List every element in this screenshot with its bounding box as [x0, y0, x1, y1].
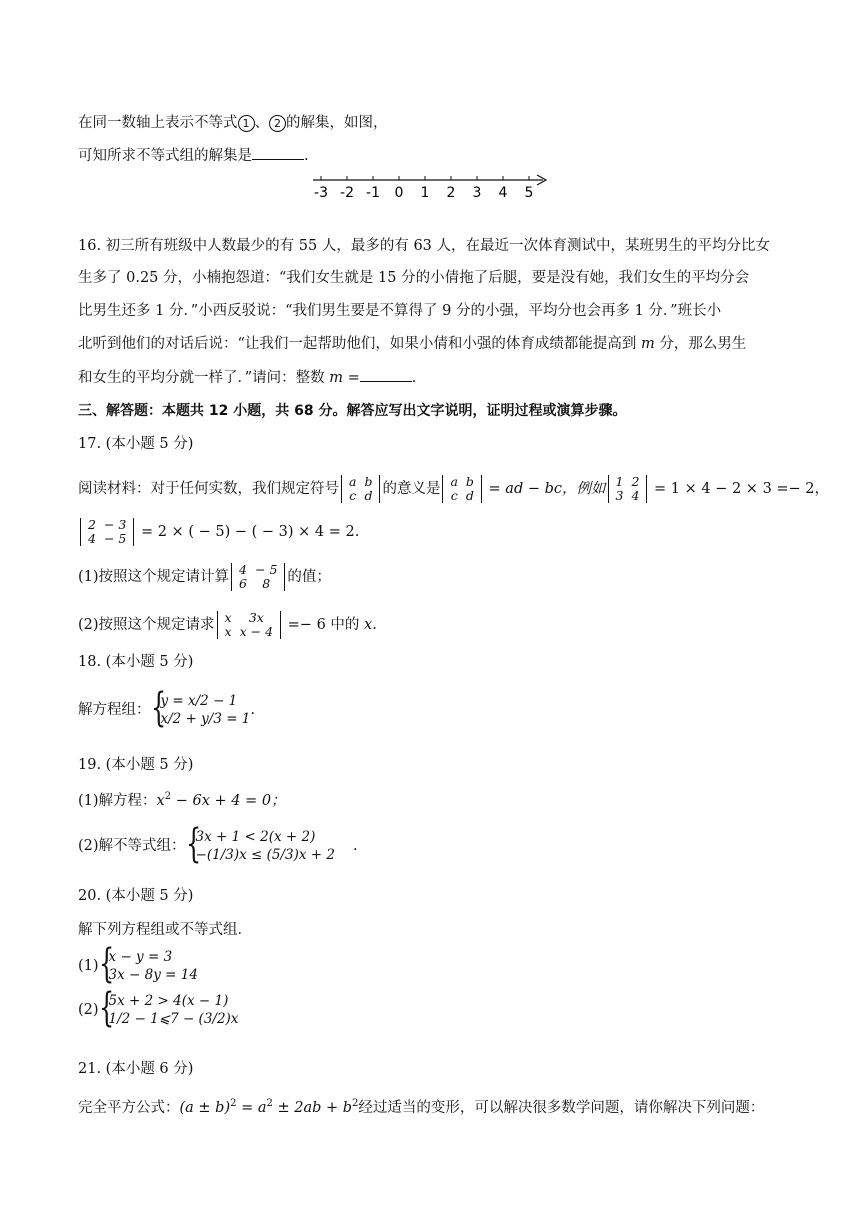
q19-sub2: (2)解不等式组： { 3x + 1 < 2(x + 2) −(1/3)x ≤ (5/3)x + 2 .: [78, 821, 358, 867]
equation-system-18: { y = x/2 − 1 x/2 + y/3 = 1: [150, 685, 251, 731]
number-line-tick-label: 0: [394, 185, 404, 201]
section-heading: 三、解答题：本题共 12 小题，共 68 分。解答应写出文字说明，证明过程或演算步骤。: [78, 403, 627, 419]
q21-line: 完全平方公式：$(a \pm b)^2 = a^2 \pm 2ab + b^2$经过适当的变形，可以解决很多数学问题，请你解决下列问题：: [78, 1098, 765, 1116]
number-line-tick-label: -2: [340, 185, 354, 201]
q17-example2: 2 − 3 4 − 5 = 2 × ( − 5) − ( − 3) × 4 = 2.: [78, 517, 359, 547]
number-line-tick-label: 1: [420, 185, 430, 201]
answer-blank-15: [252, 145, 304, 160]
q17-intro: 阅读材料：对于任何实数，我们规定符号 a b c d 的意义是 a b c d = ad − bc，例如 1 2 3 4 = 1 × 4 − 2 × 3 =− 2，: [78, 474, 830, 503]
circled-number-1: 1: [238, 115, 255, 132]
answer-blank-16: [360, 367, 412, 382]
q19-title: 19. (本小题 5 分): [78, 757, 194, 773]
q18-title: 18. (本小题 5 分): [78, 654, 194, 670]
q18-system: 解方程组： { y = x/2 − 1 x/2 + y/3 = 1 .: [78, 685, 256, 731]
number-line-tick-label: 3: [472, 185, 482, 201]
circled-number-2: 2: [269, 115, 286, 132]
number-line-tick-label: -3: [314, 185, 328, 201]
determinant-example-1: 1 2 3 4: [608, 475, 648, 503]
q20-part2: (2) { 5x + 2 > 4(x − 1) 1/2 − 1⩽7 − (3/2)x: [78, 985, 239, 1031]
q20-part1: (1) { x − y = 3 3x − 8y = 14: [78, 941, 198, 987]
number-line-tick-label: -1: [366, 185, 380, 201]
q17-sub2: (2)按照这个规定请求 x 3x x x − 4 =− 6 中的 x.: [78, 610, 377, 639]
number-line: [305, 170, 555, 204]
q16-line2: 生多了 0.25 分，小楠抱怨道：“我们女生就是 15 分的小倩拖了后腿，要是没有她，我们女生的平均分会: [78, 270, 750, 286]
number-line-tick-label: 4: [498, 185, 508, 201]
q17-title: 17. (本小题 5 分): [78, 436, 194, 452]
q20-intro: 解下列方程组或不等式组．: [78, 922, 252, 938]
determinant-question-2: x 3x x x − 4: [217, 611, 282, 639]
q17-sub1: (1)按照这个规定请计算 4 − 5 6 8 的值；: [78, 562, 331, 591]
number-line-tick-label: 5: [524, 185, 534, 201]
q16-line1: 16. 初三所有班级中人数最少的有 55 人，最多的有 63 人，在最近一次体育测试中，某班男生的平均分比女: [78, 238, 771, 254]
number-line-tick-label: 2: [446, 185, 456, 201]
q15-line2: 可知所求不等式组的解集是 .: [78, 145, 309, 166]
inequality-system-20-2: { 5x + 2 > 4(x − 1) 1/2 − 1⩽7 − (3/2)x: [98, 985, 239, 1031]
inequality-system-19: { 3x + 1 < 2(x + 2) −(1/3)x ≤ (5/3)x + 2: [185, 821, 335, 867]
q16-line5: 和女生的平均分就一样了．”请问：整数 m = .: [78, 367, 416, 388]
q16-line3: 比男生还多 1 分．”小西反驳说：“我们男生要是不算得了 9 分的小强，平均分也会再多 1 分．”班长小: [78, 303, 722, 319]
determinant-example-2: 2 − 3 4 − 5: [80, 518, 134, 546]
equation-system-20-1: { x − y = 3 3x − 8y = 14: [98, 941, 198, 987]
determinant-question-1: 4 − 5 6 8: [231, 563, 285, 591]
determinant-abcd-2: a b c d: [442, 475, 481, 503]
q15-line1: 在同一数轴上表示不等式 1 、 2 的解集，如图，: [78, 115, 388, 131]
q16-line4: 北听到他们的对话后说：“让我们一起帮助他们，如果小倩和小强的体育成绩都能提高到 m 分，那么男生: [78, 336, 747, 352]
q20-title: 20. (本小题 5 分): [78, 888, 194, 904]
q21-title: 21. (本小题 6 分): [78, 1061, 194, 1077]
determinant-abcd: a b c d: [341, 475, 380, 503]
q19-sub1: (1)解方程：$x^2 - 6x + 4 = 0$；: [78, 791, 286, 809]
